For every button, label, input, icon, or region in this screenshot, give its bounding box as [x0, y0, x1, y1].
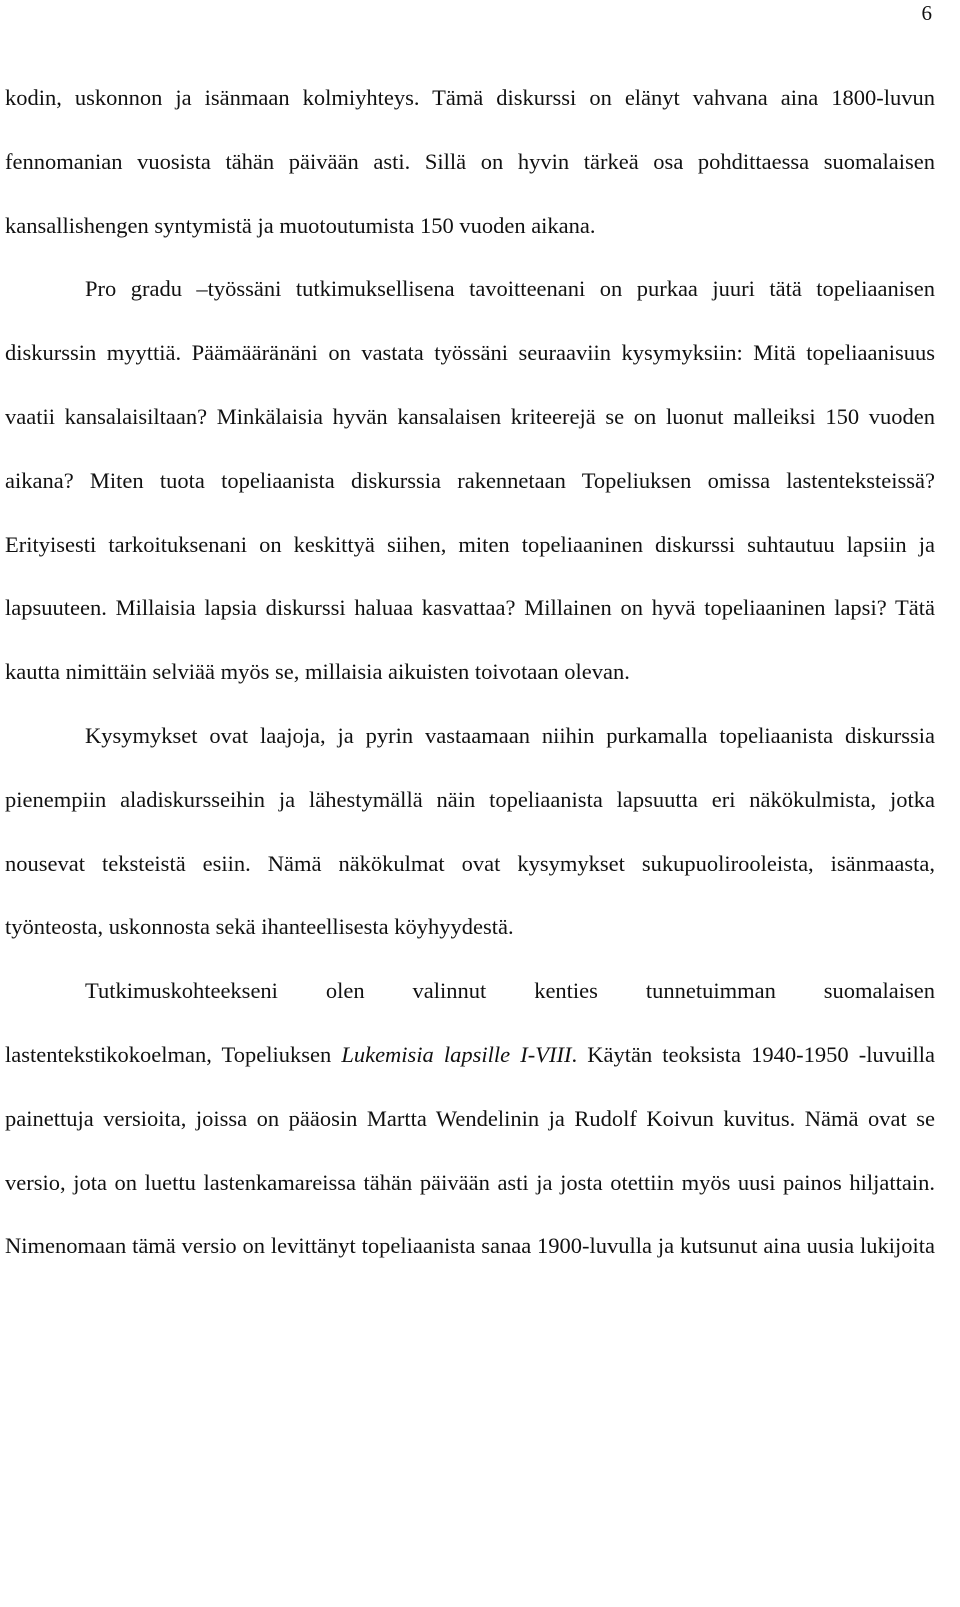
- paragraph-3: Kysymykset ovat laajoja, ja pyrin vastaamaan niihin purkamalla topeliaanista diskurssia pienempiin aladiskursseihin ja lähestymällä näin topeliaanista lapsuutta eri näkökulmista, jotka nousevat teksteistä esiin. Nämä näkökulmat ovat kysymykset sukupuolirooleista, isänmaasta, työnteosta, uskonnosta sekä ihanteellisesta köyhyydestä.: [5, 722, 935, 940]
- paragraph-4-after: . Käytän teoksista 1940-1950 -luvuilla painettuja versioita, joissa on pääosin Martta Wendelinin ja Rudolf Koivun kuvitus. Nämä ovat se versio, jota on luettu lastenkamareissa tähän päivään asti ja josta otettiin myös uusi painos hiljattain. Nimenomaan tämä versio on levittänyt topeliaanista sanaa 1900-luvulla ja kutsunut aina uusia lukijoita: [5, 1041, 935, 1259]
- paragraph-4-before: Tutkimuskohteekseni olen valinnut kenties tunnetuimman suomalaisen lastentekstikokoelman, Topeliuksen: [5, 978, 935, 1067]
- book-title: Lukemisia lapsille I-VIII: [341, 1041, 572, 1067]
- page-number: 6: [921, 1, 932, 25]
- paragraph-1: kodin, uskonnon ja isänmaan kolmiyhteys. Tämä diskurssi on elänyt vahvana aina 1800-luvun fennomanian vuosista tähän päivään asti. Sillä on hyvin tärkeä osa pohdittaessa suomalaisen kansallishengen syntymistä ja muotoutumista 150 vuoden aikana.: [5, 85, 935, 238]
- body-text: [5, 66, 935, 1278]
- paragraph-2: Pro gradu –työssäni tutkimuksellisena tavoitteenani on purkaa juuri tätä topeliaanisen diskurssin myyttiä. Päämääränäni on vastata työssäni seuraaviin kysymyksiin: Mitä topeliaanisuus vaatii kansalaisiltaan? Minkälaisia hyvän kansalaisen kriteerejä se on luonut malleiksi 150 vuoden aikana? Miten tuota topeliaanista diskurssia rakennetaan Topeliuksen omissa lastenteksteissä? Erityisesti tarkoituksenani on keskittyä siihen, miten topeliaaninen diskurssi suhtautuu lapsiin ja lapsuuteen. Millaisia lapsia diskurssi haluaa kasvattaa? Millainen on hyvä topeliaaninen lapsi? Tätä kautta nimittäin selviää myös se, millaisia aikuisten toivotaan olevan.: [5, 276, 935, 685]
- paragraph-4: [5, 959, 935, 1278]
